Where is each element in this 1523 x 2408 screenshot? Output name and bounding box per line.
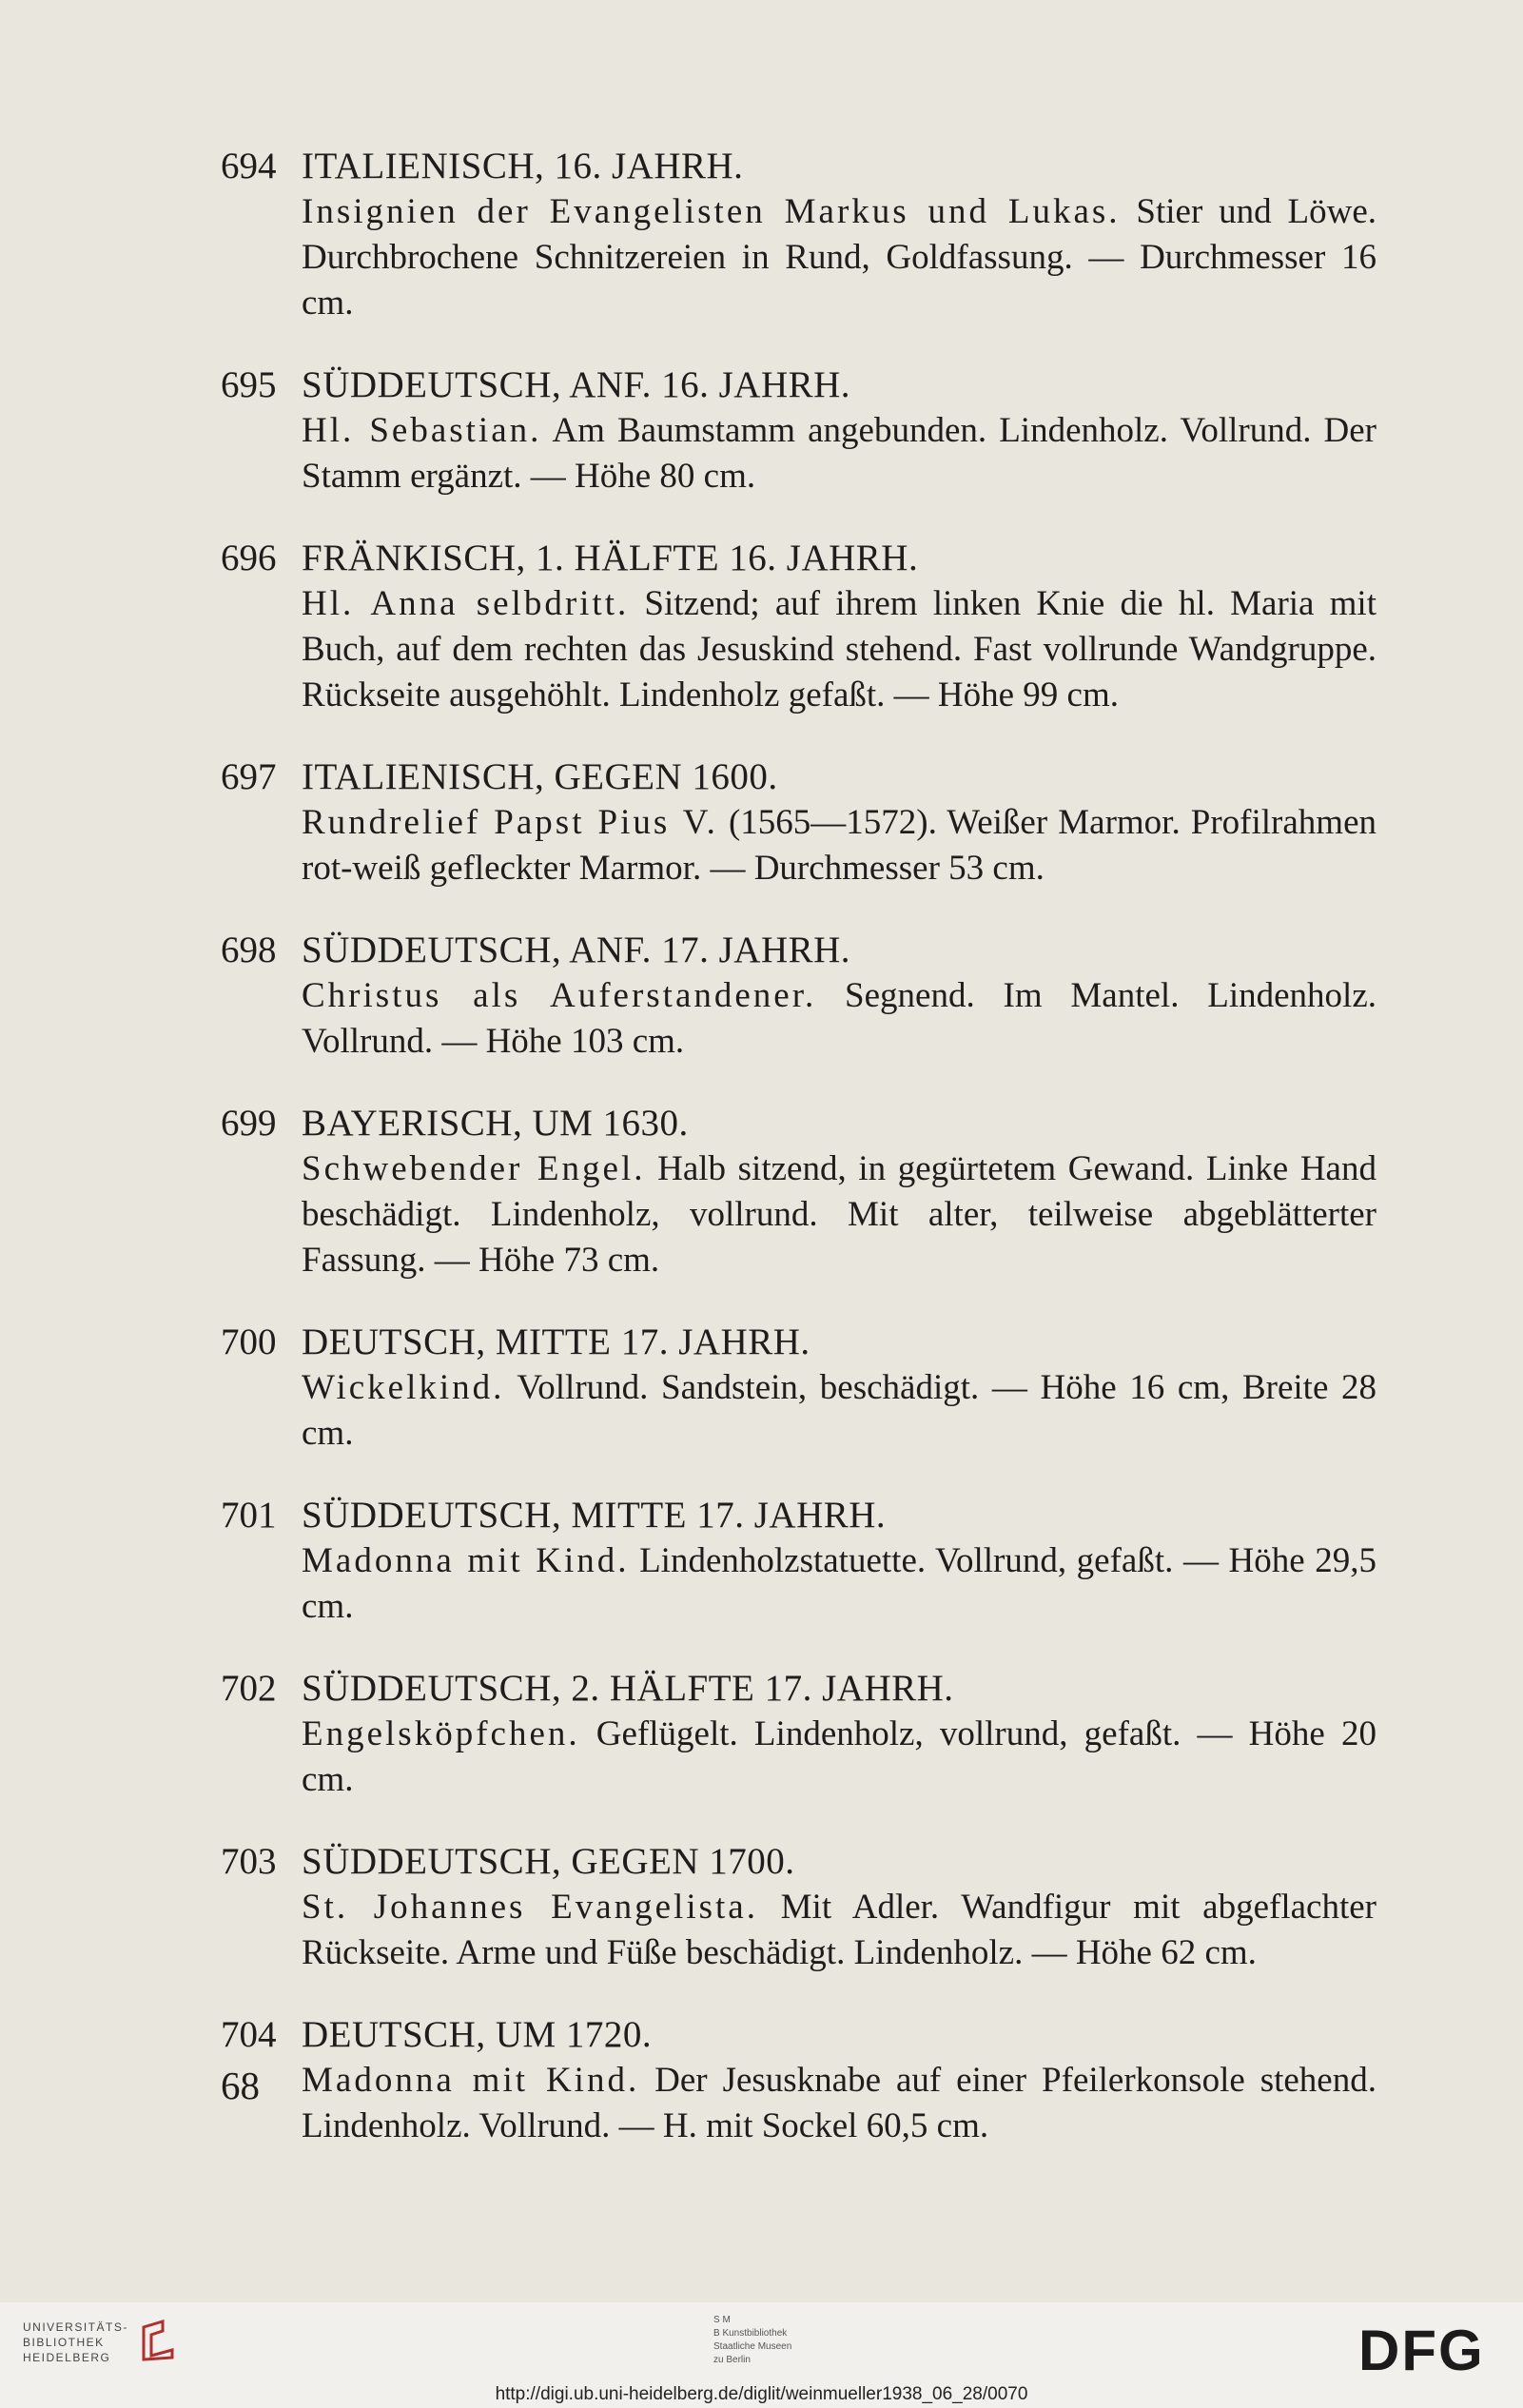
entry-heading: FRÄNKISCH, 1. HÄLFTE 16. JAHRH.	[302, 538, 919, 578]
entry-text: Halb sitzend, in gegürtetem Gewand. Linke Hand beschädigt. Lindenholz, vollrund. Mit alter, teilweise abgeblätterter Fassung. — Höhe 73 cm.	[302, 1149, 1377, 1280]
entry-number: 701	[221, 1495, 277, 1536]
entry-number: 697	[221, 756, 277, 797]
catalog-entry	[221, 1492, 1377, 1630]
entry-title: Hl. Anna selbdritt.	[302, 584, 630, 623]
source-url-link[interactable]: http://digi.ub.uni-heidelberg.de/diglit/weinmueller1938_06_28/0070	[495, 2384, 1028, 2404]
entry-number: 695	[221, 364, 277, 405]
catalog-entry	[221, 1838, 1377, 1976]
entry-number: 702	[221, 1668, 277, 1709]
entry-heading: SÜDDEUTSCH, GEGEN 1700.	[302, 1841, 795, 1882]
entry-number: 699	[221, 1103, 277, 1144]
entry-text: Lindenholzstatuette. Vollrund, gefaßt. — Höhe 29,5 cm.	[302, 1541, 1377, 1626]
entry-text: Sitzend; auf ihrem linken Knie die hl. Maria mit Buch, auf dem rechten das Jesuskind stehend. Fast vollrunde Wandgruppe. Rückseite ausgehöhlt. Lindenholz gefaßt. — Höhe 99 cm.	[302, 584, 1377, 715]
entry-title: Rundrelief Papst Pius V.	[302, 803, 718, 842]
entry-text: Am Baumstamm angebunden. Lindenholz. Vollrund. Der Stamm ergänzt. — Höhe 80 cm.	[302, 411, 1377, 496]
catalog-entry	[221, 754, 1377, 891]
entry-title: Schwebender Engel.	[302, 1149, 646, 1188]
entry-description	[302, 1365, 1377, 1457]
entry-heading: SÜDDEUTSCH, MITTE 17. JAHRH.	[302, 1495, 887, 1536]
university-line: HEIDELBERG	[23, 2351, 111, 2364]
entry-description	[302, 1146, 1377, 1283]
entry-heading: SÜDDEUTSCH, ANF. 17. JAHRH.	[302, 930, 851, 970]
entry-heading: DEUTSCH, MITTE 17. JAHRH.	[302, 1321, 810, 1362]
library-emblem-icon	[138, 2318, 180, 2363]
entry-title: Wickelkind.	[302, 1368, 505, 1407]
entry-text: Geflügelt. Lindenholz, vollrund, gefaßt. — Höhe 20 cm.	[302, 1714, 1377, 1799]
university-line: BIBLIOTHEK	[23, 2336, 105, 2349]
dfg-logo[interactable]: DFG	[1358, 2319, 1485, 2382]
page-number: 68	[221, 2064, 260, 2107]
university-line: UNIVERSITÄTS-	[23, 2320, 128, 2334]
entry-list	[221, 143, 1377, 2184]
entry-title: Madonna mit Kind.	[302, 1541, 630, 1580]
entry-heading: BAYERISCH, UM 1630.	[302, 1103, 689, 1144]
entry-description	[302, 1712, 1377, 1803]
catalog-entry	[221, 1319, 1377, 1457]
entry-description	[302, 581, 1377, 718]
kunstbibliothek-line: S M	[713, 2315, 731, 2325]
entry-description	[302, 1885, 1377, 1976]
catalog-entry	[221, 535, 1377, 718]
entry-description	[302, 189, 1377, 326]
entry-title: Engelsköpfchen.	[302, 1714, 580, 1753]
entry-text: Stier und Löwe. Durchbrochene Schnitzereien in Rund, Goldfassung. — Durchmesser 16 cm.	[302, 192, 1377, 323]
entry-heading: SÜDDEUTSCH, 2. HÄLFTE 17. JAHRH.	[302, 1668, 954, 1709]
entry-heading: DEUTSCH, UM 1720.	[302, 2014, 653, 2055]
entry-description	[302, 800, 1377, 891]
entry-title: Insignien der Evangelisten Markus und Lukas.	[302, 192, 1121, 231]
entry-number: 698	[221, 930, 277, 970]
entry-description	[302, 973, 1377, 1065]
entry-text: Segnend. Im Mantel. Lindenholz. Vollrund. — Höhe 103 cm.	[302, 976, 1377, 1061]
entry-title: Christus als Auferstandener.	[302, 976, 817, 1015]
catalog-entry	[221, 1665, 1377, 1803]
entry-title: Madonna mit Kind.	[302, 2061, 640, 2100]
kunstbibliothek-line: Staatliche Museen	[713, 2341, 792, 2352]
catalog-entry	[221, 362, 1377, 499]
university-library-logo[interactable]	[23, 2320, 128, 2365]
entry-number: 704	[221, 2014, 277, 2055]
entry-description	[302, 1538, 1377, 1630]
kunstbibliothek-line: B Kunstbibliothek	[713, 2328, 788, 2339]
catalog-entry	[221, 143, 1377, 326]
digitization-footer	[0, 2302, 1523, 2408]
entry-text: Vollrund. Sandstein, beschädigt. — Höhe 16 cm, Breite 28 cm.	[302, 1368, 1377, 1453]
kunstbibliothek-logo	[713, 2314, 791, 2367]
entry-number: 696	[221, 538, 277, 578]
catalog-entry	[221, 2011, 1377, 2149]
entry-heading: ITALIENISCH, GEGEN 1600.	[302, 756, 778, 797]
entry-number: 703	[221, 1841, 277, 1882]
catalog-entry	[221, 1100, 1377, 1283]
entry-number: 700	[221, 1321, 277, 1362]
entry-text: Der Jesusknabe auf einer Pfeilerkonsole stehend. Lindenholz. Vollrund. — H. mit Sockel 60,5 cm.	[302, 2061, 1377, 2145]
entry-heading: SÜDDEUTSCH, ANF. 16. JAHRH.	[302, 364, 851, 405]
entry-heading: ITALIENISCH, 16. JAHRH.	[302, 146, 744, 186]
catalog-entry	[221, 927, 1377, 1065]
entry-title: St. Johannes Evangelista.	[302, 1888, 758, 1927]
kunstbibliothek-line: zu Berlin	[713, 2355, 751, 2365]
entry-number: 694	[221, 146, 277, 186]
entry-text: (1565—1572). Weißer Marmor. Profilrahmen rot-weiß gefleckter Marmor. — Durchmesser 53 cm.	[302, 803, 1377, 888]
entry-description	[302, 408, 1377, 499]
entry-description	[302, 2058, 1377, 2149]
entry-text: Mit Adler. Wandfigur mit abgeflachter Rückseite. Arme und Füße beschädigt. Lindenholz. — Höhe 62 cm.	[302, 1888, 1377, 1972]
entry-title: Hl. Sebastian.	[302, 411, 542, 450]
